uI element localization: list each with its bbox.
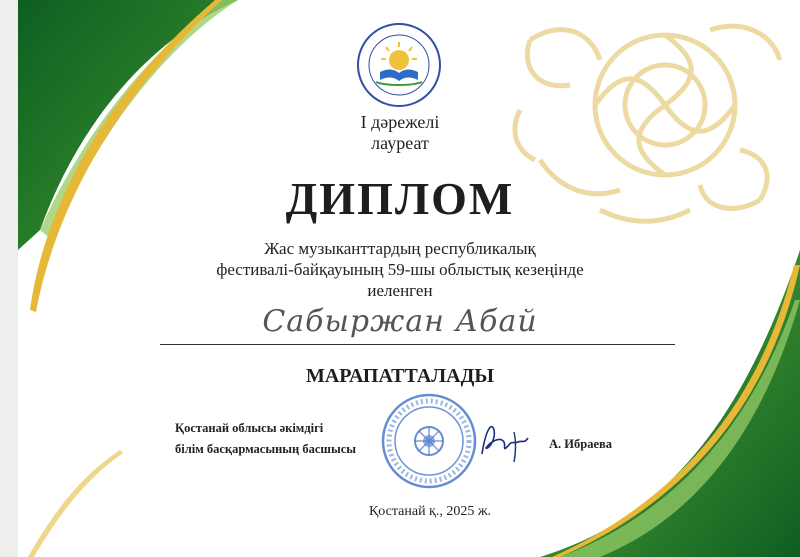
description-line-2: фестивалі-байқауының 59-шы облыстық кезеңінде bbox=[216, 260, 584, 279]
description bbox=[190, 238, 610, 301]
description-line-3: иеленген bbox=[367, 281, 433, 300]
kazakh-ornament bbox=[515, 26, 780, 221]
award-verb: МАРАПАТТАЛАДЫ bbox=[305, 365, 495, 387]
recipient-name: Сабыржан Абай bbox=[262, 304, 538, 339]
degree-block bbox=[320, 112, 480, 154]
city-date: Қостанай қ., 2025 ж. bbox=[368, 504, 492, 519]
education-department-emblem bbox=[356, 22, 442, 108]
laureate-line: лауреат bbox=[371, 133, 429, 153]
degree-line: I дәрежелі bbox=[360, 112, 440, 132]
description-line-1: Жас музыканттардың республикалық bbox=[264, 239, 536, 258]
official-stamp bbox=[380, 392, 478, 490]
issuer-line-1: Қостанай облысы әкімдігі bbox=[175, 421, 324, 435]
diploma-title: ДИПЛОМ bbox=[285, 173, 515, 224]
recipient-underline bbox=[160, 344, 675, 345]
signature bbox=[474, 418, 534, 464]
issuer-block bbox=[175, 418, 395, 460]
signer-name: А. Ибраева bbox=[549, 437, 613, 451]
issuer-line-2: білім басқармасының басшысы bbox=[175, 442, 357, 456]
gold-curve-bottom-left bbox=[28, 450, 123, 557]
paper-edge bbox=[0, 0, 18, 557]
